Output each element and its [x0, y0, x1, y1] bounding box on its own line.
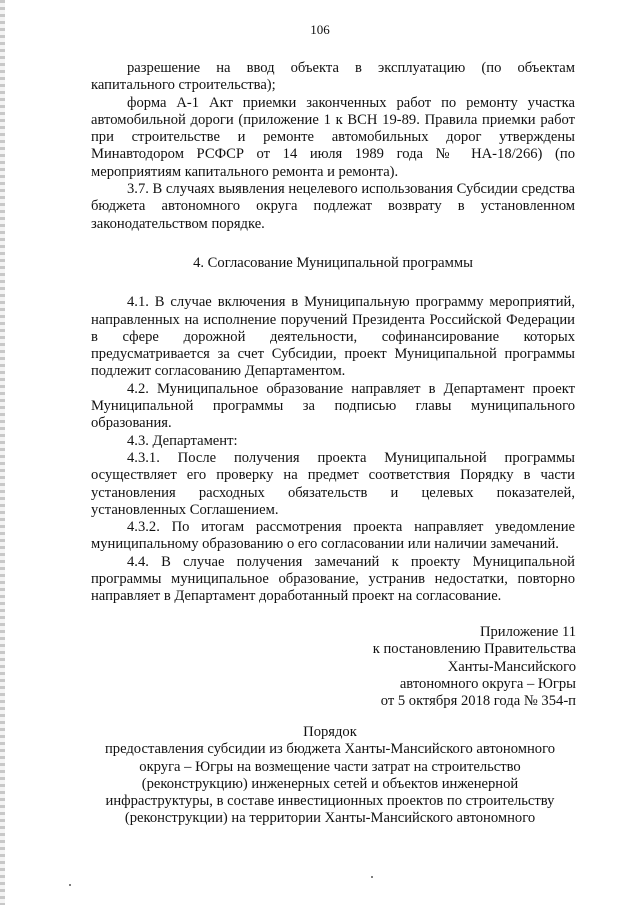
order-heading: Порядок	[303, 724, 357, 740]
order-title-line: (реконструкцию) инженерных сетей и объектов инженерной	[141, 775, 519, 792]
paragraph-4-2: 4.2. Муниципальное образование направляет в Департамент проект Муниципальной программы за подписью главы муниципального образования.	[91, 380, 575, 432]
order-title-line: округа – Югры на возмещение части затрат на строительство	[139, 758, 521, 775]
order-title-line: (реконструкции) на территории Ханты-Мансийского автономного	[124, 810, 536, 827]
approval-line: от 5 октября 2018 года № 354-п	[380, 693, 576, 710]
order-title-line: предоставления субсидии из бюджета Ханты-Мансийского автономного	[104, 741, 555, 758]
document-body	[91, 60, 575, 606]
approval-line: Ханты-Мансийского	[447, 658, 576, 675]
paragraph-4-4: 4.4. В случае получения замечаний к проекту Муниципальной программы муниципальное образование, устранив недостатки, повторно направляет в Департамент доработанный проект на согласование.	[91, 553, 575, 605]
paragraph-4-3: 4.3. Департамент:	[127, 432, 238, 449]
approval-line: автономного округа – Югры	[399, 675, 576, 692]
approval-line: Приложение 11	[479, 624, 576, 640]
page-number: 106	[310, 22, 330, 37]
paragraph-permit: разрешение на ввод объекта в эксплуатацию (по объектам капитального строительства);	[91, 60, 575, 94]
approval-block	[300, 624, 576, 710]
section-4-title: 4. Согласование Муниципальной программы	[193, 254, 473, 271]
paragraph-3-7: 3.7. В случаях выявления нецелевого использования Субсидии средства бюджета автономного округа подлежат возврату в установленном законодательством порядке.	[91, 181, 575, 232]
paragraph-form-a1: форма А-1 Акт приемки законченных работ по ремонту участка автомобильной дороги (приложение 1 к ВСН 19-89. Правила приемки работ при строительстве и ремонте автомобильных дорог утверждены Минавтодором РСФСР от 14 июля 1989 года № НА-18/266) (по мероприятиям капитального ремонта и ремонта).	[91, 94, 575, 180]
paragraph-4-3-2: 4.3.2. По итогам рассмотрения проекта направляет уведомление муниципальному образованию о его согласовании или наличии замечаний.	[91, 519, 575, 553]
order-title-line: инфраструктуры, в составе инвестиционных проектов по строительству	[105, 793, 555, 810]
order-title-block	[80, 724, 580, 828]
paragraph-4-1: 4.1. В случае включения в Муниципальную программу мероприятий, направленных на исполнение поручений Президента Российской Федерации в сфере дорожной деятельности, софинансирование которых предусматривается за счет Субсидии, проект Муниципальной программы подлежит согласованию Департаментом.	[91, 294, 575, 380]
scan-speck	[69, 884, 71, 886]
scan-speck	[371, 876, 373, 878]
scan-binding-edge	[0, 0, 5, 905]
paragraph-4-3-1: 4.3.1. После получения проекта Муниципальной программы осуществляет его проверку на предмет соответствия Порядку в части установления расходных обязательств и целевых показателей, установленных Соглашением.	[91, 449, 575, 518]
approval-line: к постановлению Правительства	[372, 641, 576, 658]
